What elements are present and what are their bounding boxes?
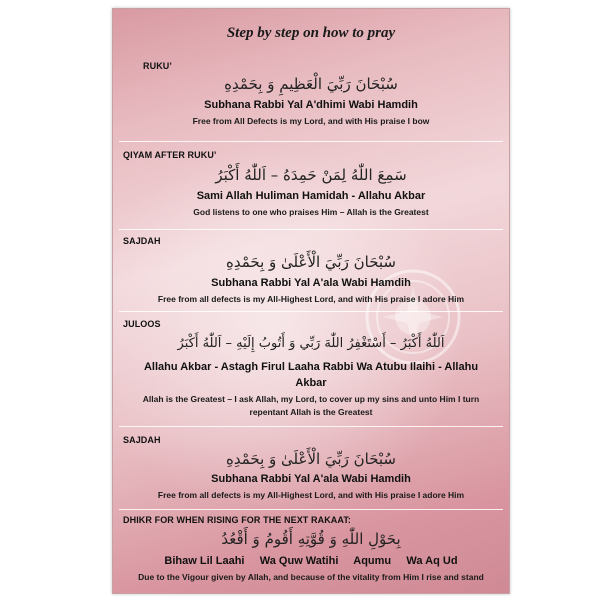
translation: God listens to one who praises Him – Allah is the Greatest	[193, 207, 429, 217]
transliteration-line-1: Allahu Akbar - Astagh Firul Laaha Rabbi Wa Atubu Ilaihi - Allahu	[143, 361, 479, 373]
section-heading: SAJDAH	[123, 236, 161, 246]
translation: Free from All Defects is my Lord, and with His praise I bow	[192, 116, 430, 126]
translation: Free from all defects is my All-Highest Lord, and with His praise I adore Him	[157, 294, 465, 304]
translation-line-2: repentant Allah is the Greatest	[249, 407, 373, 417]
transliteration-line-2: Akbar	[295, 377, 327, 389]
arabic-text: اَللّٰهُ أَكْبَرُ – أَسْتَغْفِرُ اللّٰهَ رَبِّي وَ أَتُوبُ إِلَيْهِ – اَللّٰهُ أَكْبَرُ	[177, 336, 445, 351]
divider	[119, 426, 503, 427]
divider	[119, 141, 503, 142]
divider	[119, 509, 503, 510]
section-heading: QIYAM AFTER RUKU’	[123, 150, 217, 160]
transliteration: Sami Allah Huliman Hamidah - Allahu Akbar	[196, 190, 426, 202]
section-heading: DHIKR FOR WHEN RISING FOR THE NEXT RAKAAT:	[123, 515, 352, 525]
section-heading: RUKU’	[143, 61, 172, 71]
arabic-text: بِحَوْلِ اللّٰهِ وَ قُوَّتِهِ أَقُومُ وَ أَقْعُدُ	[221, 530, 401, 548]
arabic-text: سُبْحَانَ رَبِّيَ الْأَعْلَىٰ وَ بِحَمْدِهِ	[225, 253, 396, 271]
translation: Free from all defects is my All-Highest Lord, and with His praise I adore Him	[157, 490, 465, 500]
transliteration: Bihaw Lil Laahi Wa Quw Watihi Aqumu Wa Aq Ud	[164, 555, 458, 567]
divider	[119, 229, 503, 230]
arabic-text: سُبْحَانَ رَبِّيَ الْأَعْلَىٰ وَ بِحَمْدِهِ	[225, 450, 396, 468]
divider	[119, 311, 503, 312]
page-title: Step by step on how to pray	[226, 25, 396, 41]
arabic-text: سُبْحَانَ رَبِّيَ الْعَظِيمِ وَ بِحَمْدِهِ	[224, 75, 398, 93]
section-heading: JULOOS	[123, 319, 161, 329]
transliteration: Subhana Rabbi Yal A'ala Wabi Hamdih	[211, 473, 411, 485]
section-heading: SAJDAH	[123, 435, 161, 445]
prayer-guide-card	[112, 8, 510, 594]
transliteration: Subhana Rabbi Yal A'dhimi Wabi Hamdih	[204, 99, 418, 111]
translation: Due to the Vigour given by Allah, and because of the vitality from Him I rise and stand	[138, 572, 484, 582]
translation-line-1: Allah is the Greatest – I ask Allah, my Lord, to cover up my sins and unto Him I turn	[142, 394, 480, 404]
arabic-text: سَمِعَ اللّٰهُ لِمَنْ حَمِدَهُ – اَللّٰهُ أَكْبَرُ	[215, 166, 407, 184]
transliteration: Subhana Rabbi Yal A'ala Wabi Hamdih	[211, 277, 411, 289]
